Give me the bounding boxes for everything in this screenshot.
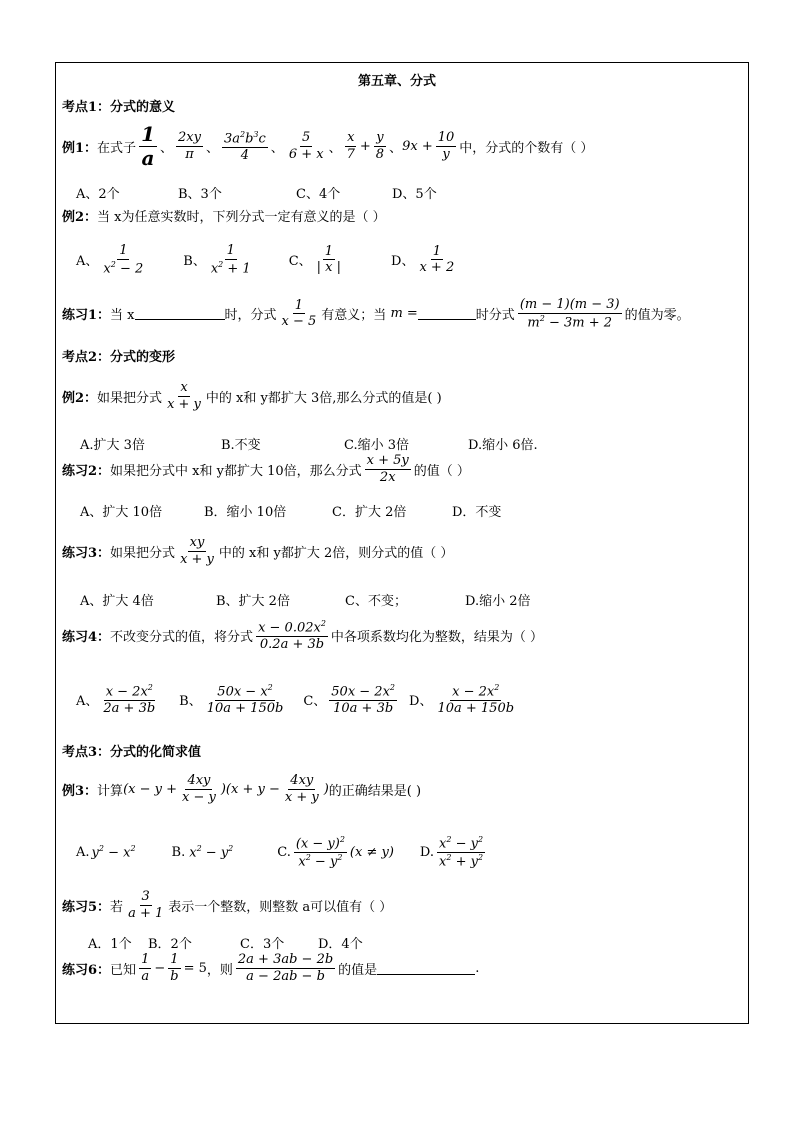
fraction: $\frac{1}{a}$ [141, 952, 150, 984]
fraction: $\frac{xy}{x + y}$ [180, 535, 214, 567]
option-c: C、4个 [296, 187, 341, 202]
practice-1-text: 时，分式 [224, 308, 277, 324]
fraction: $\frac{2xy}{\pi}$ [178, 130, 201, 162]
option-d-fraction: $\frac{1}{x + 2}$ [419, 243, 455, 276]
example-1-options [76, 183, 437, 202]
chapter-title: 第五章、分式 [357, 74, 436, 89]
option-a-label: A、 [76, 694, 99, 710]
option-c-fraction: $\frac{(x - y)^2}{x^2 - y^2}$ [295, 835, 345, 870]
option-c-label: C、 [303, 694, 327, 710]
fraction: $\frac{3a^2b^3c}{4}$ [223, 129, 266, 163]
practice-1-text: 的值为零。 [624, 308, 690, 324]
example-2-label: 例2： [62, 210, 98, 225]
example-3-text: 的正确结果是( ) [328, 783, 422, 799]
practice-4-options [76, 684, 519, 716]
option-b-fraction: $\frac{50x - x^2}{10a + 150b}$ [206, 683, 284, 716]
practice-3 [62, 536, 453, 566]
practice-6-text: 已知 [110, 962, 137, 978]
option-a: A.扩大 3倍 [80, 438, 145, 453]
practice-2-options [80, 501, 501, 520]
practice-4 [62, 620, 543, 652]
example-3-text: 计算 [97, 783, 124, 799]
example-3-label: 例3： [62, 783, 98, 799]
practice-2 [62, 454, 470, 484]
option-a: A、2个 [76, 187, 120, 202]
practice-1: 练习1： 当 x 时，分式 $\frac{1}{x - 5}$ 有意义；当 m = 时分式 $\frac{(m - 1)(m - 3)}{m^2 - 3m + 2}$ 的值为零。 [62, 297, 690, 330]
fraction: $\frac{5}{6 + x}$ [288, 130, 324, 162]
separator: 、 [328, 141, 342, 156]
option-a-label: A、 [76, 254, 99, 270]
fraction: $\frac{y}{8}$ [375, 130, 385, 162]
practice-4-text: 中各项系数均化为整数，结果为（ ） [330, 630, 544, 646]
option-d-label: D. [419, 844, 435, 860]
practice-6-text: 的值是 [338, 962, 378, 978]
option-b-label: B、 [179, 694, 202, 710]
practice-3-options [80, 590, 531, 609]
option-d-fraction: $\frac{x - 2x^2}{10a + 150b}$ [437, 683, 515, 716]
separator: 、 [270, 141, 284, 156]
option-d: D.缩小 2倍 [465, 594, 531, 609]
example-1-text: 在式子 [97, 141, 137, 156]
option-d: D.缩小 6倍. [468, 438, 538, 453]
section-3-heading: 考点3：分式的化简求值 [62, 745, 202, 760]
practice-5-options [88, 933, 363, 952]
separator: 、 [159, 141, 173, 156]
option-c: C．扩大 2倍 [332, 505, 407, 520]
fraction: $\frac{x + 5y}{2x}$ [366, 453, 409, 485]
fraction: $\frac{x}{x + y}$ [167, 380, 201, 412]
separator: 、 [205, 141, 219, 156]
practice-5-text: 表示一个整数，则整数 a可以值有（ ） [168, 899, 393, 915]
option-a-fraction: $\frac{x - 2x^2}{2a + 3b}$ [103, 683, 156, 716]
option-a: A、扩大 4倍 [80, 594, 154, 609]
option-c-condition: (x ≠ y) [349, 844, 394, 860]
practice-3-text: 中的 x和 y都扩大 2倍，则分式的值（ ） [218, 545, 454, 561]
example-1-label: 例1： [62, 141, 98, 156]
example-1-tail: 中，分式的个数有（ ） [459, 141, 594, 156]
practice-2-text: 如果把分式中 x和 y都扩大 10倍，那么分式 [110, 463, 362, 479]
option-b: B．2个 [148, 937, 192, 952]
option-a-label: A. [76, 844, 90, 860]
answer-blank[interactable] [418, 307, 476, 320]
practice-4-text: 不改变分式的值，将分式 [110, 630, 254, 646]
option-c-label: C、 [288, 254, 312, 270]
practice-2-text: 的值（ ） [413, 463, 470, 479]
option-a-expr: $y^2 - x^2$ [91, 844, 136, 861]
separator: 、 [389, 141, 403, 156]
option-d-label: D、 [391, 254, 415, 270]
fraction: $\frac{1}{x - 5}$ [281, 297, 317, 330]
example-1: 例1： 在式子 $\frac{1}{a}$ 、 $\frac{2xy}{\pi}$ 、 $\frac{3a^2b^3c}{4}$ 、 $\frac{5}{6 + x}$ 、 $\frac{x}{7}$ + $\frac{y}{8}$ 、 9x + $\frac{10}{y}$ 中，分式的个数有（ ） [62, 122, 594, 170]
example-3: 例3： 计算 (x − y + $\frac{4xy}{x - y}$ )(x + y − $\frac{4xy}{x + y}$ ) 的正确结果是( ) [62, 773, 422, 805]
fraction: $\frac{4xy}{x + y}$ [284, 773, 319, 805]
option-b: B.不变 [221, 438, 261, 453]
option-c-fraction: $\frac{1}{| x |}$ [316, 243, 342, 276]
fraction: $\frac{1}{b}$ [170, 952, 179, 984]
option-d: D、5个 [392, 187, 437, 202]
practice-6-label: 练习6： [62, 962, 111, 978]
practice-2-label: 练习2： [62, 463, 111, 479]
practice-5-text: 若 [110, 899, 124, 915]
example-2b [62, 381, 442, 411]
option-b: B．缩小 10倍 [204, 505, 287, 520]
fraction: $\frac{x}{7}$ [346, 130, 355, 162]
section-1-heading: 考点1：分式的意义 [62, 100, 176, 115]
answer-blank[interactable] [135, 307, 225, 320]
answer-blank[interactable] [377, 962, 475, 975]
practice-1-label: 练习1： [62, 308, 111, 324]
practice-5 [62, 890, 392, 920]
example-2-text: 当 x为任意实数时，下列分式一定有意义的是（ ） [97, 210, 386, 225]
fraction: $\frac{(m - 1)(m - 3)}{m^2 - 3m + 2}$ [519, 297, 620, 330]
option-c: C.缩小 3倍 [344, 438, 410, 453]
option-c-label: C. [277, 844, 291, 860]
practice-3-text: 如果把分式 [110, 545, 176, 561]
practice-1-text: 当 x [110, 308, 135, 324]
option-b-label: B. [171, 844, 186, 860]
example-3-options [76, 836, 488, 869]
practice-1-text: 时分式 [475, 308, 515, 324]
example-2b-label: 例2： [62, 390, 98, 406]
option-c: C、不变； [345, 594, 407, 609]
option-b-fraction: $\frac{1}{x^2 + 1}$ [210, 243, 251, 276]
option-a: A、扩大 10倍 [80, 505, 163, 520]
option-d: D．4个 [318, 937, 363, 952]
option-b-expr: $x^2 - y^2$ [189, 844, 234, 861]
option-c-fraction: $\frac{50x - 2x^2}{10a + 3b}$ [331, 683, 396, 716]
option-b-label: B、 [183, 254, 206, 270]
example-2b-options [80, 434, 538, 453]
example-2b-text: 中的 x和 y都扩大 3倍,那么分式的值是( ) [205, 390, 442, 406]
fraction: $\frac{3}{a + 1}$ [128, 889, 164, 921]
fraction: $\frac{1}{a}$ [141, 122, 155, 170]
option-a-fraction: $\frac{1}{x^2 - 2}$ [103, 243, 144, 276]
option-b: B、扩大 2倍 [216, 594, 290, 609]
option-a: A．1个 [88, 937, 132, 952]
fraction: $\frac{2a + 3ab - 2b}{a - 2ab - b}$ [237, 952, 334, 984]
option-d: D．不变 [452, 505, 502, 520]
practice-3-label: 练习3： [62, 545, 111, 561]
example-2 [62, 206, 386, 225]
option-d-label: D、 [409, 694, 433, 710]
fraction: $\frac{10}{y}$ [437, 130, 455, 162]
option-c: C．3个 [240, 937, 285, 952]
example-2b-text: 如果把分式 [97, 390, 163, 406]
practice-1-text: 有意义；当 [321, 308, 387, 324]
practice-6-text: . [475, 960, 480, 976]
practice-5-label: 练习5： [62, 899, 111, 915]
practice-4-label: 练习4： [62, 630, 111, 646]
option-b: B、3个 [178, 187, 222, 202]
section-2-heading: 考点2：分式的变形 [62, 350, 176, 365]
practice-6-text: ，则 [206, 962, 233, 978]
practice-6: 练习6： 已知 $\frac{1}{a}$ − $\frac{1}{b}$ = 5 ，则 $\frac{2a + 3ab - 2b}{a - 2ab - b}$ 的值是 . [62, 952, 480, 984]
option-d-fraction: $\frac{x^2 - y^2}{x^2 + y^2}$ [439, 835, 484, 870]
example-2-options [76, 244, 459, 276]
fraction: $\frac{4xy}{x - y}$ [182, 773, 216, 805]
fraction: $\frac{x - 0.02x^2}{0.2a + 3b}$ [258, 619, 326, 652]
